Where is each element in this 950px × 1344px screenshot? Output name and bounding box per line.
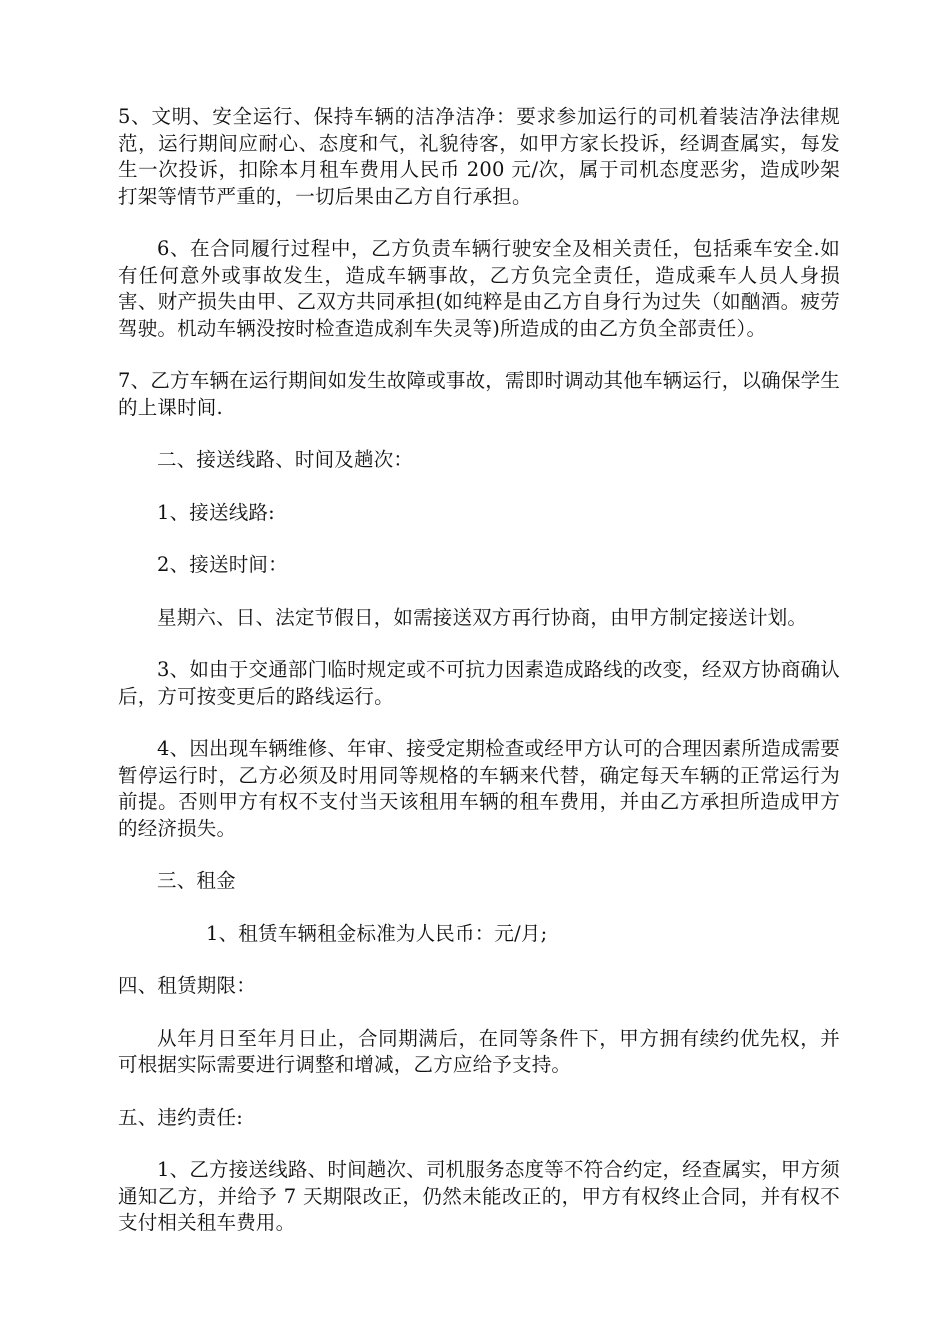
paragraph-replacement-vehicle: 4、因出现车辆维修、年审、接受定期检查或经甲方认可的合理因素所造成需要暂停运行时，乙方必须及时用同等规格的车辆来代替，确定每天车辆的正常运行为前提。否则甲方有权不支付当天该租用车辆的租车费用，并由乙方承担所造成甲方的经济损失。 — [118, 737, 840, 840]
paragraph-clause-7: 7、乙方车辆在运行期间如发生故障或事故，需即时调动其他车辆运行，以确保学生的上课时间. — [118, 369, 840, 419]
section-heading-rent: 三、租金 — [157, 869, 236, 892]
paragraph-route: 1、接送线路: — [157, 500, 275, 524]
section-heading-lease-term: 四、租赁期限： — [118, 974, 256, 997]
paragraph-breach-1: 1、乙方接送线路、时间趟次、司机服务态度等不符合约定，经查属实，甲方须通知乙方，并给予 7 天期限改正，仍然未能改正的，甲方有权终止合同，并有权不支付相关租车费用。 — [118, 1158, 840, 1234]
paragraph-lease-term: 从年月日至年月日止，合同期满后，在同等条件下，甲方拥有续约优先权，并可根据实际需要进行调整和增减，乙方应给予支持。 — [118, 1026, 840, 1076]
document-page — [118, 104, 840, 1263]
paragraph-weekend: 星期六、日、法定节假日，如需接送双方再行协商，由甲方制定接送计划。 — [157, 605, 808, 629]
paragraph-clause-6: 6、在合同履行过程中，乙方负责车辆行驶安全及相关责任，包括乘车安全.如有任何意外或事故发生，造成车辆事故，乙方负完全责任，造成乘车人员人身损害、财产损失由甲、乙双方共同承担(如纯粹是由乙方自身行为过失（如酗酒。疲劳驾驶。机动车辆没按时检查造成刹车失灵等)所造成的由乙方负全部责任）。 — [118, 237, 840, 340]
paragraph-rent-standard: 1、租赁车辆租金标准为人民币：元/月; — [206, 921, 548, 945]
paragraph-time: 2、接送时间： — [157, 553, 288, 576]
section-heading-routes: 二、接送线路、时间及趟次： — [157, 448, 414, 471]
paragraph-clause-5: 5、文明、安全运行、保持车辆的洁净洁净：要求参加运行的司机着装洁净法律规范，运行期间应耐心、态度和气，礼貌待客，如甲方家长投诉，经调查属实，每发生一次投诉，扣除本月租车费用人民币 200 元/次，属于司机态度恶劣，造成吵架打架等情节严重的，一切后果由乙方自行承担。 — [118, 105, 840, 208]
section-heading-breach: 五、违约责任: — [118, 1105, 243, 1129]
paragraph-route-change: 3、如由于交通部门临时规定或不可抗力因素造成路线的改变，经双方协商确认后，方可按变更后的路线运行。 — [118, 658, 840, 708]
